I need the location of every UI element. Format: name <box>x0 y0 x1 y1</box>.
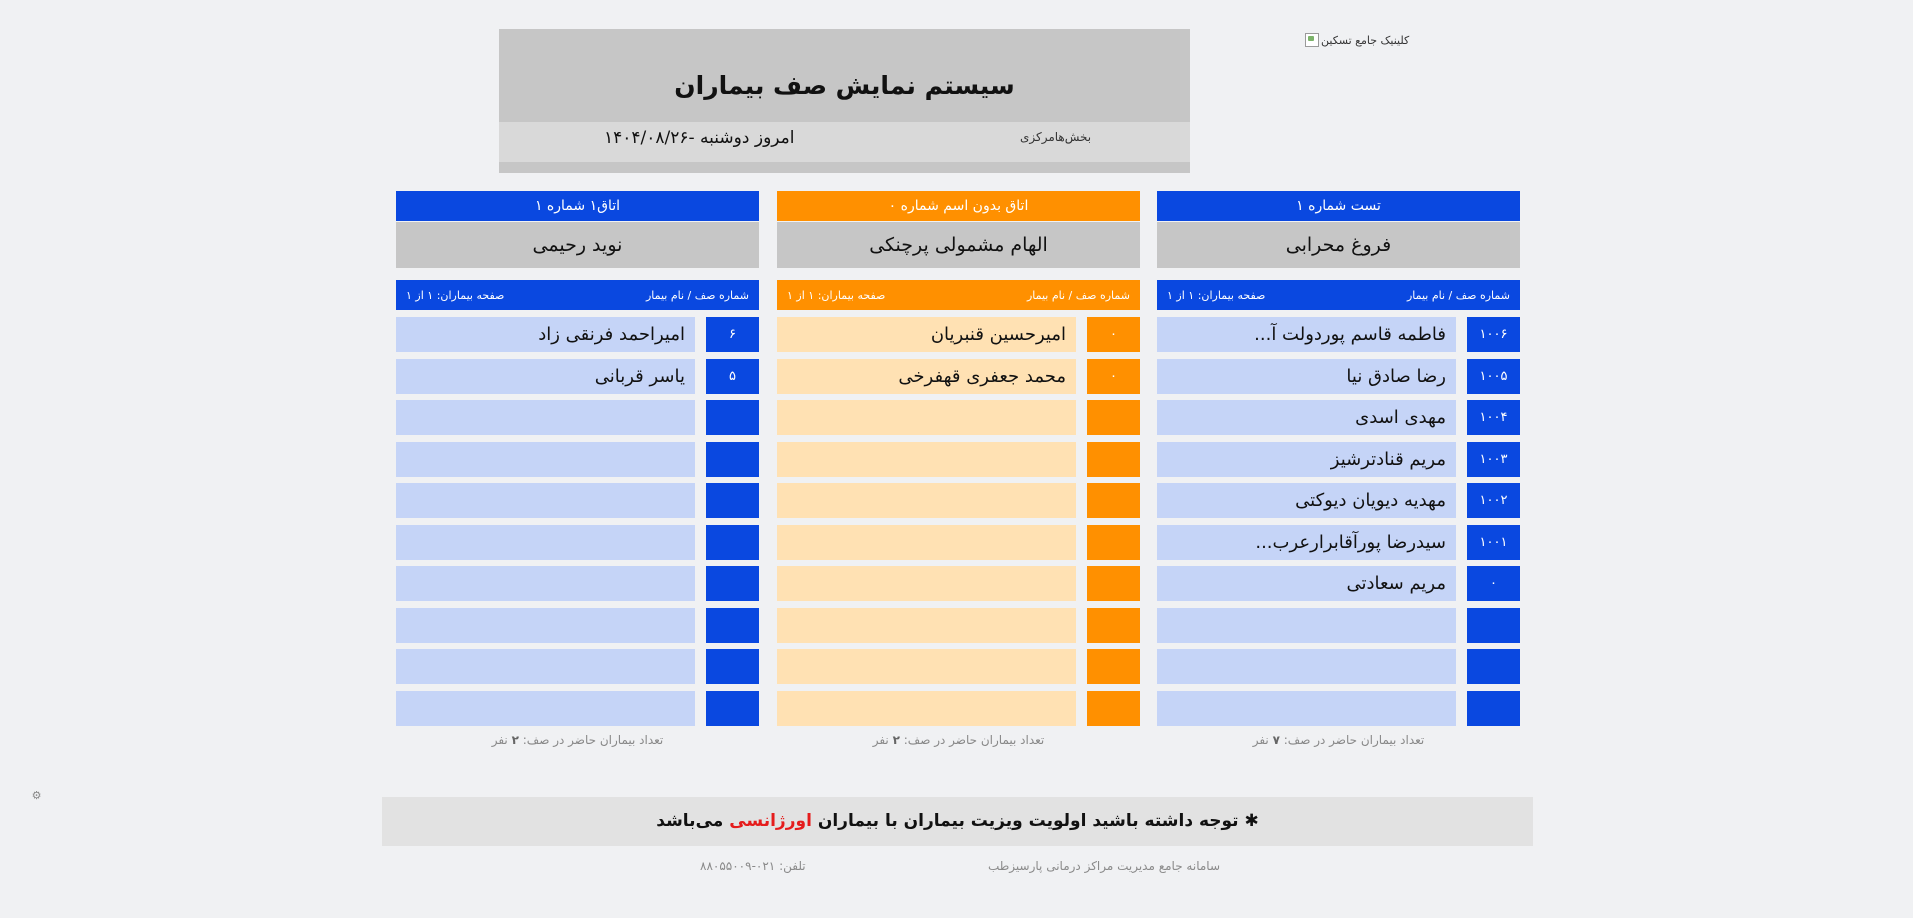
queue-header <box>777 280 1140 310</box>
patient-count <box>1157 732 1520 748</box>
queue-number <box>1087 442 1140 477</box>
clinic-logo <box>1305 30 1420 50</box>
queue-number <box>1087 608 1140 643</box>
queue-row <box>777 691 1140 726</box>
patient-count-unit: نفر <box>872 733 889 747</box>
patient-name <box>396 400 695 435</box>
queue-row <box>1157 691 1520 726</box>
queue-row <box>396 525 759 560</box>
patient-name: سیدرضا پورآقابرارعرب... <box>1157 525 1456 560</box>
patient-name: مریم سعادتی <box>1157 566 1456 601</box>
queue-row <box>1157 483 1520 518</box>
patient-name <box>396 608 695 643</box>
queue-number <box>1467 649 1520 684</box>
patient-count-label: تعداد بیماران حاضر در صف: <box>903 733 1045 747</box>
department-label: بخش‌هامرکزی <box>1020 130 1092 144</box>
patient-count <box>777 732 1140 748</box>
queue-number <box>1467 691 1520 726</box>
patient-name: مهدیه دیویان دیوکتی <box>1157 483 1456 518</box>
doctor-name: نوید رحیمی <box>396 222 759 268</box>
queue-row <box>396 359 759 394</box>
patient-count-value: ۲ <box>511 733 519 747</box>
queue-row <box>396 566 759 601</box>
patient-name <box>1157 608 1456 643</box>
patient-name: رضا صادق نیا <box>1157 359 1456 394</box>
patient-count-unit: نفر <box>491 733 508 747</box>
queue-row <box>1157 442 1520 477</box>
queue-number: ۱۰۰۶ <box>1467 317 1520 352</box>
queue-number: ۱۰۰۵ <box>1467 359 1520 394</box>
queue-row <box>777 483 1140 518</box>
queue-number <box>706 608 759 643</box>
queue-number <box>706 566 759 601</box>
queue-number: ۱۰۰۱ <box>1467 525 1520 560</box>
queue-row <box>777 525 1140 560</box>
patient-name <box>396 566 695 601</box>
broken-image-icon <box>1305 33 1319 47</box>
footer-phone: تلفن: ۰۲۱-۸۸۰۵۵۰۰۹ <box>700 859 806 873</box>
room-title: اتاق بدون اسم شماره ۰ <box>777 191 1140 221</box>
queue-column-room-test-1 <box>1157 191 1520 748</box>
patient-name <box>777 608 1076 643</box>
patient-name <box>396 525 695 560</box>
room-title: تست شماره ۱ <box>1157 191 1520 221</box>
patient-name: فاطمه قاسم پوردولت آ... <box>1157 317 1456 352</box>
page-header <box>499 29 1190 173</box>
patient-name: امیرحسین قنبریان <box>777 317 1076 352</box>
patient-name: محمد جعفری قهفرخی <box>777 359 1076 394</box>
patient-count-value: ۲ <box>892 733 900 747</box>
queue-row <box>777 317 1140 352</box>
queue-row <box>1157 566 1520 601</box>
patient-count-value: ۷ <box>1272 733 1280 747</box>
queue-number <box>1087 566 1140 601</box>
queue-number: ۶ <box>706 317 759 352</box>
patient-name: مهدی اسدی <box>1157 400 1456 435</box>
queue-number <box>1467 608 1520 643</box>
patient-count <box>396 732 759 748</box>
queue-number <box>1087 649 1140 684</box>
queue-row <box>777 359 1140 394</box>
queue-header <box>1157 280 1520 310</box>
queue-list <box>777 317 1140 726</box>
queue-column-room-unnamed-0 <box>777 191 1140 748</box>
patient-name: یاسر قربانی <box>396 359 695 394</box>
queue-number <box>1087 525 1140 560</box>
queue-page-info: صفحه بیماران: ۱ از ۱ <box>406 288 505 302</box>
queue-number <box>706 691 759 726</box>
queue-number <box>706 442 759 477</box>
patient-name <box>396 649 695 684</box>
doctor-name: فروغ محرابی <box>1157 222 1520 268</box>
queue-row <box>1157 400 1520 435</box>
patient-count-unit: نفر <box>1252 733 1269 747</box>
doctor-name: الهام مشمولی پرچنکی <box>777 222 1140 268</box>
queue-number: ۰ <box>1087 317 1140 352</box>
page-title: سیستم نمایش صف بیماران <box>674 71 1015 100</box>
queue-row <box>396 691 759 726</box>
patient-name <box>1157 649 1456 684</box>
patient-name <box>777 400 1076 435</box>
queue-row <box>1157 525 1520 560</box>
queue-row <box>396 608 759 643</box>
queue-row <box>777 566 1140 601</box>
queue-number <box>1087 691 1140 726</box>
queue-column-room1-1 <box>396 191 759 748</box>
notice-suffix: می‌باشد <box>656 811 724 831</box>
queue-header-label: شماره صف / نام بیمار <box>645 288 749 302</box>
patient-name <box>396 691 695 726</box>
queue-number: ۰ <box>1467 566 1520 601</box>
patient-name <box>777 649 1076 684</box>
patient-count-label: تعداد بیماران حاضر در صف: <box>522 733 664 747</box>
queue-row <box>396 649 759 684</box>
queue-row <box>1157 317 1520 352</box>
patient-name <box>396 483 695 518</box>
patient-name: مریم قنادترشیز <box>1157 442 1456 477</box>
page-footer <box>700 859 1220 877</box>
queue-row <box>1157 359 1520 394</box>
queue-row <box>777 400 1140 435</box>
queue-list <box>1157 317 1520 726</box>
patient-count-label: تعداد بیماران حاضر در صف: <box>1283 733 1425 747</box>
queue-row <box>777 442 1140 477</box>
queue-header-label: شماره صف / نام بیمار <box>1406 288 1510 302</box>
queue-row <box>396 317 759 352</box>
queue-row <box>1157 649 1520 684</box>
footer-system-name: سامانه جامع مدیریت مراکز درمانی پارسیزطب <box>987 859 1220 873</box>
logo-alt-text: کلینیک جامع تسکین <box>1321 33 1410 47</box>
patient-name <box>777 442 1076 477</box>
today-date: امروز دوشنبه -۱۴۰۴/۰۸/۲۶ <box>604 128 795 148</box>
queue-row <box>396 483 759 518</box>
queue-row <box>1157 608 1520 643</box>
priority-notice <box>382 797 1533 846</box>
queue-row <box>777 649 1140 684</box>
queue-number: ۱۰۰۲ <box>1467 483 1520 518</box>
patient-name: امیراحمد فرنقی زاد <box>396 317 695 352</box>
queue-row <box>396 442 759 477</box>
queue-header <box>396 280 759 310</box>
patient-name <box>777 691 1076 726</box>
queue-number <box>706 525 759 560</box>
notice-urgent-word: اورژانسی <box>729 811 812 831</box>
patient-name <box>777 566 1076 601</box>
queue-row <box>396 400 759 435</box>
queue-header-label: شماره صف / نام بیمار <box>1026 288 1130 302</box>
room-title: اتاق۱ شماره ۱ <box>396 191 759 221</box>
queue-page-info: صفحه بیماران: ۱ از ۱ <box>787 288 886 302</box>
patient-name <box>777 525 1076 560</box>
patient-name <box>1157 691 1456 726</box>
patient-name <box>777 483 1076 518</box>
queue-number <box>706 400 759 435</box>
queue-row <box>777 608 1140 643</box>
notice-prefix: ✱ توجه داشته باشید اولویت ویزیت بیماران با بیماران <box>817 811 1259 831</box>
patient-name <box>396 442 695 477</box>
queue-number: ۵ <box>706 359 759 394</box>
queue-number <box>1087 483 1140 518</box>
header-divider <box>499 162 1190 173</box>
queue-page-info: صفحه بیماران: ۱ از ۱ <box>1167 288 1266 302</box>
queue-list <box>396 317 759 726</box>
gear-icon[interactable]: ⚙ <box>31 789 42 802</box>
queue-number: ۰ <box>1087 359 1140 394</box>
queue-number: ۱۰۰۴ <box>1467 400 1520 435</box>
queue-number <box>706 483 759 518</box>
queue-number <box>706 649 759 684</box>
queue-number <box>1087 400 1140 435</box>
queue-number: ۱۰۰۳ <box>1467 442 1520 477</box>
